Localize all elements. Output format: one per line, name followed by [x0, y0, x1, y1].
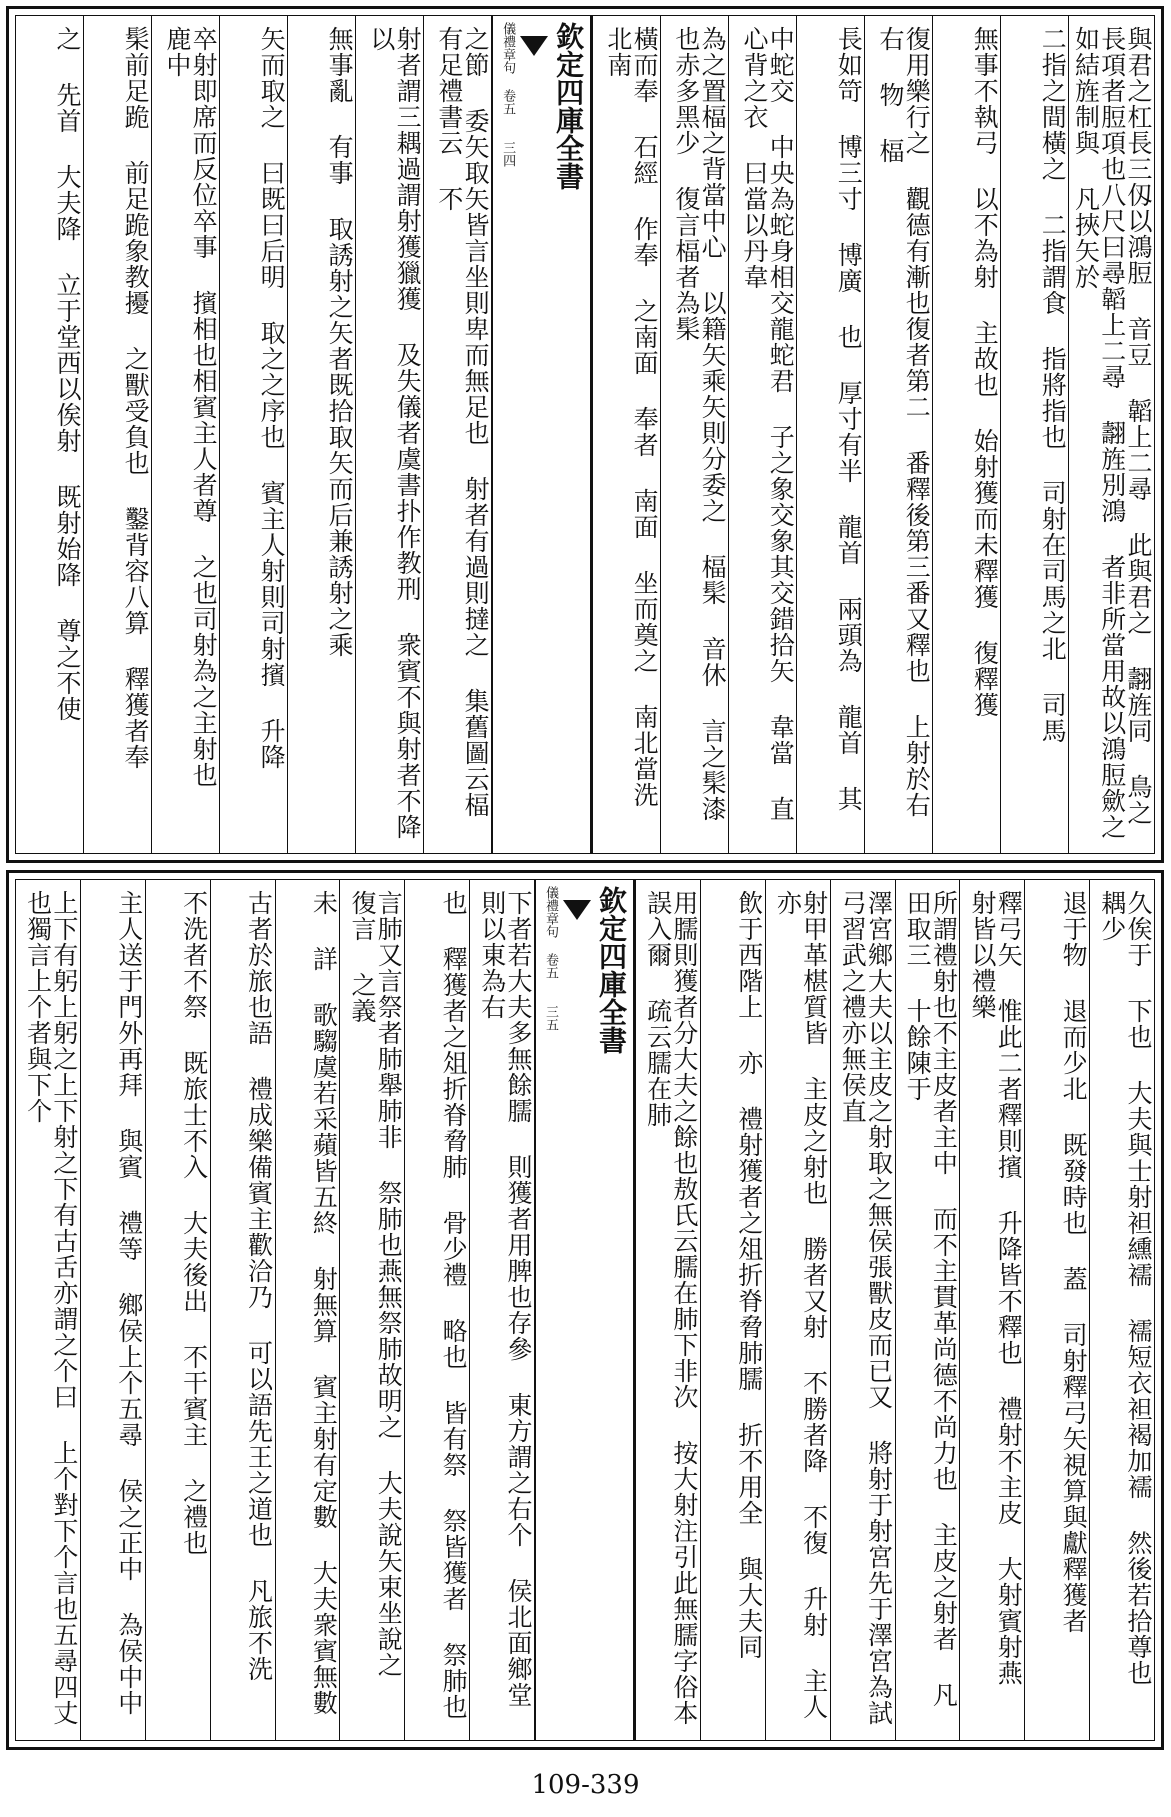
- bottom-panel-inner: [15, 879, 1155, 1741]
- text-column: 二指之間橫之 二指謂食 指將指也 司射在司馬之北 司馬: [1000, 16, 1068, 853]
- text-column: 飲于西階上 亦 禮射獲者之俎折脊脅肺臑 折不用全 與大夫同: [700, 880, 765, 1740]
- text-column: 矢而取之 曰既曰后明 取之之序也 賓主人射則司射擯 升降: [219, 16, 287, 853]
- text-column: 髤前足跪 前足跪象教擾 之獸受負也 鑿背容八算 釋獲者奉: [83, 16, 151, 853]
- text-column: 不洗者不祭 既旅士不入 大夫後出 不干賓主 之禮也: [145, 880, 210, 1740]
- text-column: 之節 委矢取矢皆言坐則卑而無足也 射者有過則撻之 集舊圖云楅有足禮書云 不: [423, 16, 491, 853]
- text-column: 無事亂 有事 取誘射之矢者既拾取矢而后兼誘射之乘: [287, 16, 355, 853]
- book-title: 欽定四庫全書: [595, 886, 628, 1054]
- text-column: 長如笴 博三寸 博廣 也 厚寸有半 龍首 兩頭為 龍首 其: [796, 16, 864, 853]
- text-column: 退于物 退而少北 既發時也 蓋 司射釋弓矢視算與獻釋獲者: [1024, 880, 1089, 1740]
- text-column: 古者於旅也語 禮成樂備賓主歡洽乃 可以語先王之道也 凡旅不洗: [210, 880, 275, 1740]
- top-panel-inner: [15, 15, 1155, 854]
- text-column: 下者若大夫多無餘臑 則獲者用脾也存參 東方謂之右个 侯北面鄉堂 則以東為右: [469, 880, 534, 1740]
- book-title: 欽定四庫全書: [552, 22, 586, 190]
- text-column: 所謂禮射也不主皮者主中 而不主貫革尚德不尚力也 主皮之射者 凡田取三 十餘陳于: [895, 880, 960, 1740]
- top-panel: [6, 6, 1164, 863]
- text-column: 橫而奉 石經 作奉 之南面 奉者 南面 坐而奠之 南北當洗 北南: [592, 16, 660, 853]
- text-column: 澤宮鄉大夫以主皮之射取之無侯張獸皮而已又 將射于射宮先于澤宮為試弓習武之禮亦無侯直: [830, 880, 895, 1740]
- text-column: 射甲革椹質皆 主皮之射也 勝者又射 不勝者降 不復 升射 主人亦: [765, 880, 830, 1740]
- text-column: 也 釋獲者之俎折脊脅肺 骨少禮 略也 皆有祭 祭皆獲者 祭肺也: [404, 880, 469, 1740]
- page-number: 109-339: [531, 1770, 640, 1800]
- chapter-label: 儀禮章句 卷五 三五: [543, 886, 558, 1031]
- text-column: 上下有躬上躬之上下射之下有古舌亦謂之个曰 上个對下个言也五尋四丈也獨言上个者與下个: [23, 890, 79, 1726]
- center-fold: [534, 880, 635, 1740]
- text-column: 復用樂行之 觀德有漸也復者第二 番釋後第三番又釋也 上射於右 右 物 楅: [864, 16, 932, 853]
- text-column: 卒射即席而反位卒事 擯相也相賓主人者尊 之也司射為之主射也 鹿中: [151, 16, 219, 853]
- chapter-label: 儀禮章句 卷五 三四: [500, 22, 516, 167]
- text-column: 主人送于門外再拜 與賓 禮等 鄉侯上个五尋 侯之正中 為侯中中: [80, 880, 145, 1740]
- text-column: 為之置楅之背當中心 以籍矢乘矢則分委之 楅髤 音休 言之髤漆也赤多黑少 復言楅者為髤: [660, 16, 728, 853]
- text-column: 與君之杠長三仭以鴻脰 音豆 韜上二尋 此與君之 翿旌同 鳥之長項者脰項也八尺曰尋韜上二尋 翿旌別鴻 者非所當用故以鴻脰歛之如結旌制與 凡挾矢於: [1068, 16, 1154, 853]
- text-column: 無事不執弓 以不為射 主故也 始射獲而未釋獲 復釋獲: [932, 16, 1000, 853]
- text-column: 射者謂三耦過謂射獲獵獲 及失儀者虞書扑作教刑 衆賓不與射者不降 以: [355, 16, 423, 853]
- bottom-columns: [16, 880, 1154, 1740]
- text-column: 未 詳 歌騶虞若采蘋皆五終 射無算 賓主射有定數 大夫衆賓無數: [275, 880, 340, 1740]
- center-fold: [491, 16, 592, 853]
- fish-tail-mark-icon: [520, 36, 548, 56]
- text-column: 用臑則獲者分大夫之餘也敖氏云臑在肺下非次 按大射注引此無臑字俗本誤入爾 疏云臑在肺: [635, 880, 700, 1740]
- text-column: 言肺又言祭者肺舉肺非 祭肺也燕無祭肺故明之 大夫說矢束坐說之 復言 之義: [339, 880, 404, 1740]
- text-column: 之 先首 大夫降 立于堂西以俟射 既射始降 尊之不使: [53, 26, 83, 722]
- top-columns: [16, 16, 1154, 853]
- text-column: 中蛇交 中央為蛇身相交龍蛇君 子之象交象其交錯拾矢 韋當 直心背之衣 曰當以丹韋: [728, 16, 796, 853]
- bottom-panel: [6, 870, 1164, 1750]
- text-column: 久俟于 下也 大夫與士射袒纁襦 襦短衣袒褐加襦 然後若拾尊也 耦少: [1089, 880, 1154, 1740]
- fish-tail-mark-icon: [563, 900, 591, 920]
- text-column: 釋弓矢 惟此二者釋則擯 升降皆不釋也 禮射不主皮 大射賓射燕 射皆以禮樂: [959, 880, 1024, 1740]
